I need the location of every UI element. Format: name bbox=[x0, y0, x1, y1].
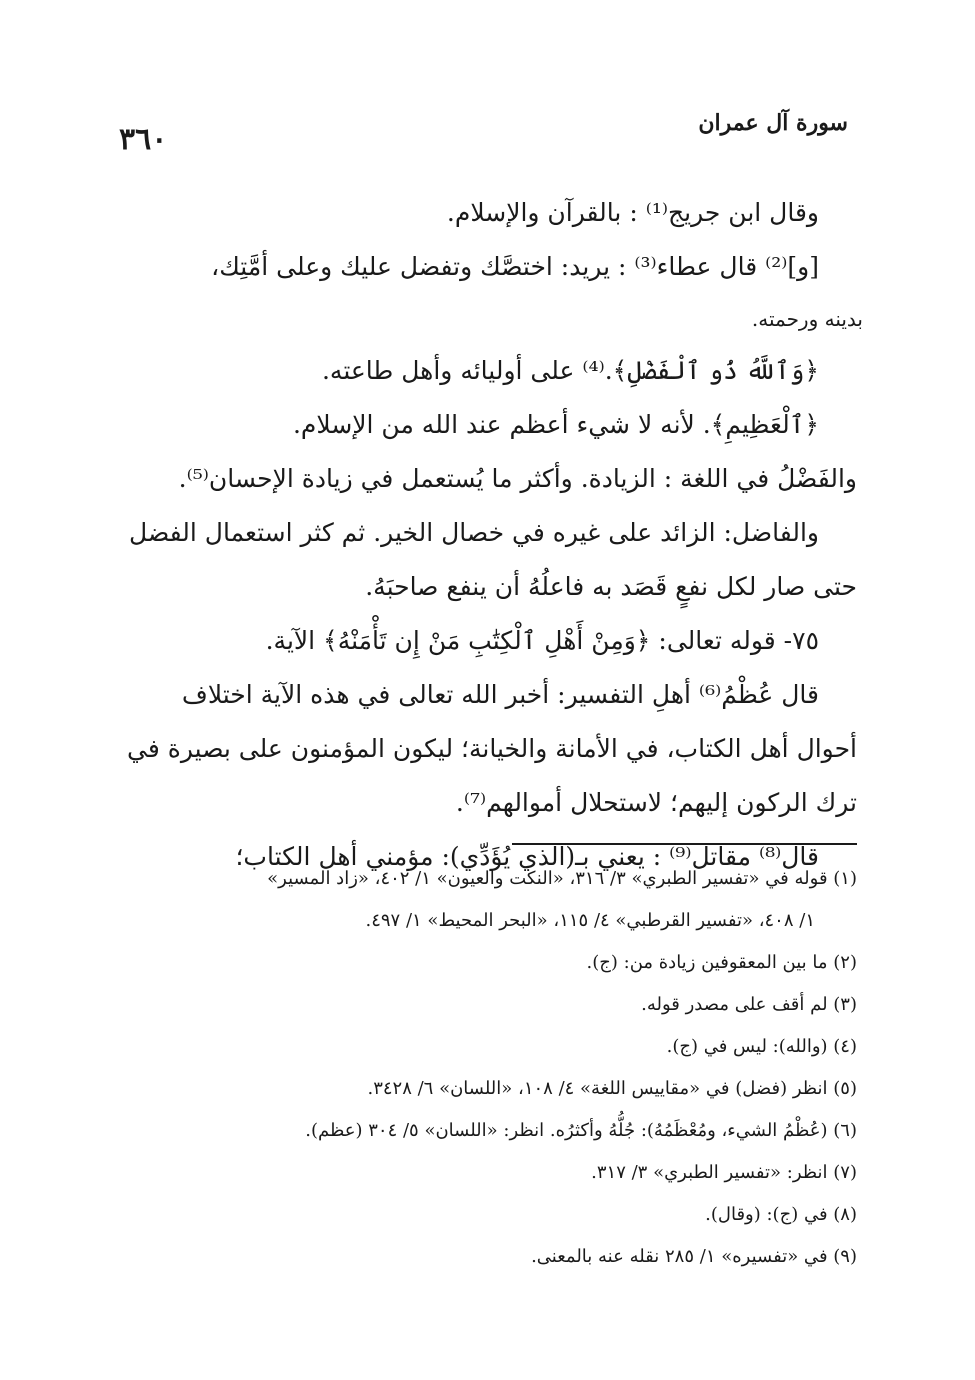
text-line: ﴿وَٱللَّهُ ذُو ٱلْفَضْلِ﴾.⁽⁴⁾ على أوليائه وأهل طاعته. bbox=[321, 356, 819, 385]
footnote: (٦) (عُظْمُ الشيء، ومُعْظَمُهُ): جُلُّهُ وأكثرُه. انظر: «اللسان» ٥/ ٣٠٤ (عظم). bbox=[305, 1120, 857, 1141]
footnote: (٨) في (ج): (وقال). bbox=[705, 1204, 857, 1225]
text-line: بدينه ورحمته. bbox=[751, 307, 863, 331]
footnote: (٥) انظر (فضل) في «مقاييس اللغة» ٤/ ١٠٨، «اللسان» ٦/ ٣٤٢٨. bbox=[367, 1078, 857, 1099]
footnote-separator bbox=[512, 843, 857, 845]
page-number: ٣٦٠ bbox=[119, 122, 168, 157]
main-text bbox=[108, 186, 863, 884]
text-line: والفَضْلُ في اللغة : الزيادة. وأكثر ما يُستعمل في زيادة الإحسان⁽⁵⁾. bbox=[178, 464, 857, 493]
text-line: ٧٥- قوله تعالى: ﴿وَمِنْ أَهْلِ ٱلْكِتَٰبِ مَنْ إِن تَأْمَنْهُ﴾ الآية. bbox=[265, 626, 819, 655]
text-line: ترك الركون إليهم؛ لاستحلال أموالهم⁽⁷⁾. bbox=[455, 788, 857, 817]
text-line: أحوال أهل الكتاب، في الأمانة والخيانة؛ ليكون المؤمنون على بصيرة في bbox=[127, 734, 857, 763]
text-line: وقال ابن جريج⁽¹⁾ : بالقرآن والإسلام. bbox=[446, 198, 819, 227]
footnote: (٤) (والله): ليس في (ج). bbox=[666, 1036, 857, 1057]
footnote: (١) قوله في «تفسير الطبري» ٣/ ٣١٦، «النكت والعيون» ١/ ٤٠٢، «زاد المسير» bbox=[267, 868, 857, 889]
footnotes bbox=[110, 858, 857, 1278]
footnote: (٣) لم أقف على مصدر قوله. bbox=[641, 994, 857, 1015]
running-title: سورة آل عمران bbox=[698, 110, 848, 136]
text-line: قال عُظْمُ⁽⁶⁾ أهلِ التفسير: أخبر الله تعالى في هذه الآية اختلاف bbox=[181, 680, 819, 709]
footnote: (٢) ما بين المعقوفين زيادة من: (ج). bbox=[586, 952, 857, 973]
footnote-continuation: ١/ ٤٠٨، «تفسير القرطبي» ٤/ ١١٥، «البحر المحيط» ١/ ٤٩٧. bbox=[365, 910, 815, 931]
footnote: (٧) انظر: «تفسير الطبري» ٣/ ٣١٧. bbox=[591, 1162, 857, 1183]
text-line: حتى صار لكل نفعٍ قَصَد به فاعلُهُ أن ينفع صاحبَهُ. bbox=[365, 572, 857, 601]
text-line: قال⁽⁸⁾ مقاتل⁽⁹⁾ : يعني بـ(الذي يُؤَدِّي): مؤمني أهل الكتاب؛ bbox=[235, 842, 819, 871]
page-header bbox=[115, 100, 860, 160]
text-line: ﴿ٱلْعَظِيمِ﴾. لأنه لا شيء أعظم عند الله من الإسلام. bbox=[292, 410, 819, 439]
text-line: والفاضل: الزائد على غيره في خصال الخير. ثم كثر استعمال الفضل bbox=[129, 518, 819, 547]
footnote: (٩) في «تفسيره» ١/ ٢٨٥ نقله عنه بالمعنى. bbox=[531, 1246, 857, 1267]
text-line: [و]⁽²⁾ قال عطاء⁽³⁾ : يريد: اختصَّك وتفضل عليك وعلى أمَّتِك، bbox=[211, 252, 819, 281]
